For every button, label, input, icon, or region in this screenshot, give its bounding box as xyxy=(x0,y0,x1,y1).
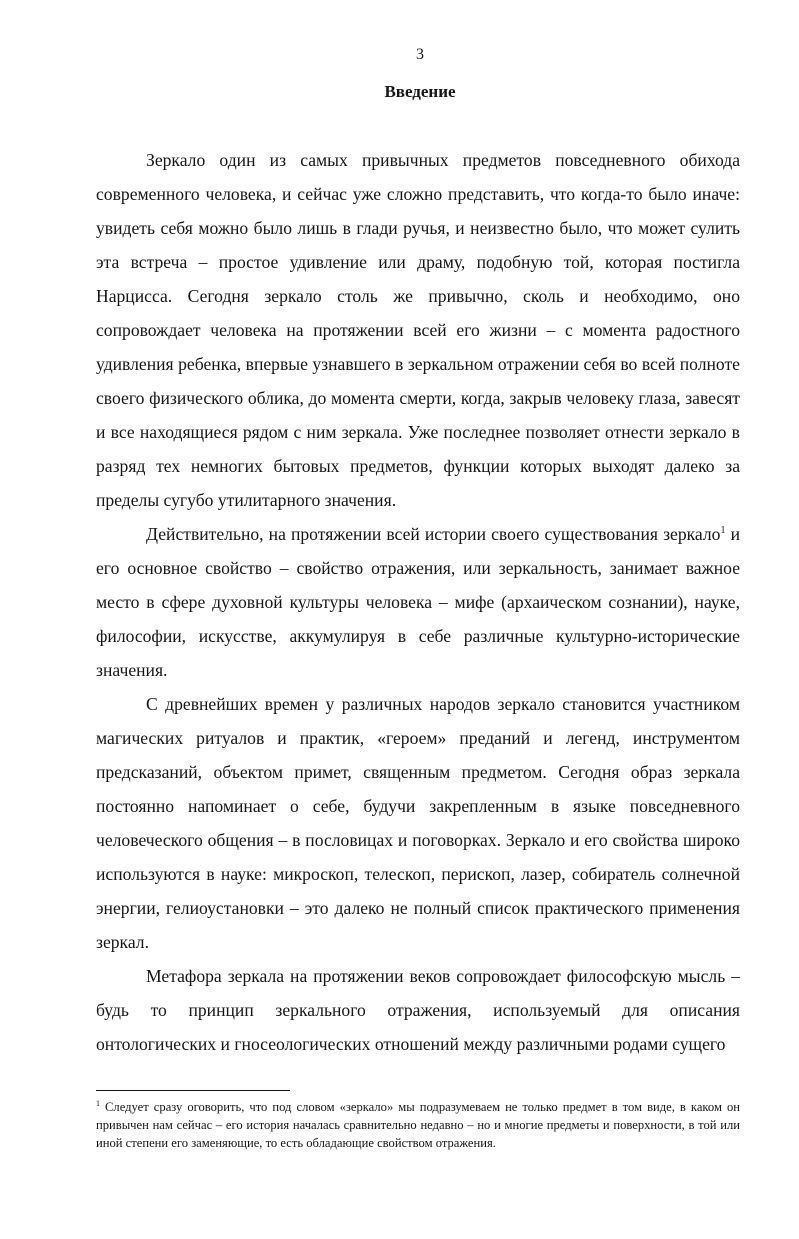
footnote-divider xyxy=(96,1090,290,1091)
paragraph: Зеркало один из самых привычных предметов повседневного обихода современного человека, и сейчас уже сложно представить, что когда-то было иначе: увидеть себя можно было лишь в глади ручья, и неизвестно было, что может сулить эта встреча – простое удивление или драму, подобную той, которая постигла Нарцисса. Сегодня зеркало столь же привычно, сколь и необходимо, оно сопровождает человека на протяжении всей его жизни – с момента радостного удивления ребенка, впервые узнавшего в зеркальном отражении себя во всей полноте своего физического облика, до момента смерти, когда, закрыв человеку глаза, завесят и все находящиеся рядом с ним зеркала. Уже последнее позволяет отнести зеркало в разряд тех немногих бытовых предметов, функции которых выходят далеко за пределы сугубо утилитарного значения. xyxy=(96,150,740,510)
page-title: Введение xyxy=(384,82,456,101)
paragraph xyxy=(96,517,740,687)
footnote xyxy=(96,1098,740,1152)
paragraph: Метафора зеркала на протяжении веков сопровождает философскую мысль – будь то принцип зеркального отражения, используемый для описания онтологических и гносеологических отношений между различными родами сущего xyxy=(96,966,740,1054)
paragraph-text: и его основное свойство – свойство отражения, или зеркальность, занимает важное место в сфере духовной культуры человека – мифе (архаическом сознании), науке, философии, искусстве, аккумулируя в себе различные культурно-исторические значения. xyxy=(96,524,740,680)
footnote-reference: 1 xyxy=(720,525,726,537)
page-number: 3 xyxy=(416,46,424,63)
footnote-mark: 1 xyxy=(96,1098,100,1108)
body-text xyxy=(96,143,740,1061)
paragraph-text: Действительно, на протяжении всей истории своего существования зеркало xyxy=(146,524,721,544)
paragraph: С древнейших времен у различных народов зеркало становится участником магических ритуалов и практик, «героем» преданий и легенд, инструментом предсказаний, объектом примет, священным предметом. Сегодня образ зеркала постоянно напоминает о себе, будучи закрепленным в языке повседневного человеческого общения – в пословицах и поговорках. Зеркало и его свойства широко используются в науке: микроскоп, телескоп, перископ, лазер, собиратель солнечной энергии, гелиоустановки – это далеко не полный список практического применения зеркал. xyxy=(96,694,740,952)
footnote-text: Следует сразу оговорить, что под словом «зеркало» мы подразумеваем не только предмет в том виде, в каком он привычен нам сейчас – его история началась сравнительно недавно – но и многие предметы и поверхности, в той или иной степени его заменяющие, то есть обладающие свойством отражения. xyxy=(96,1100,740,1150)
